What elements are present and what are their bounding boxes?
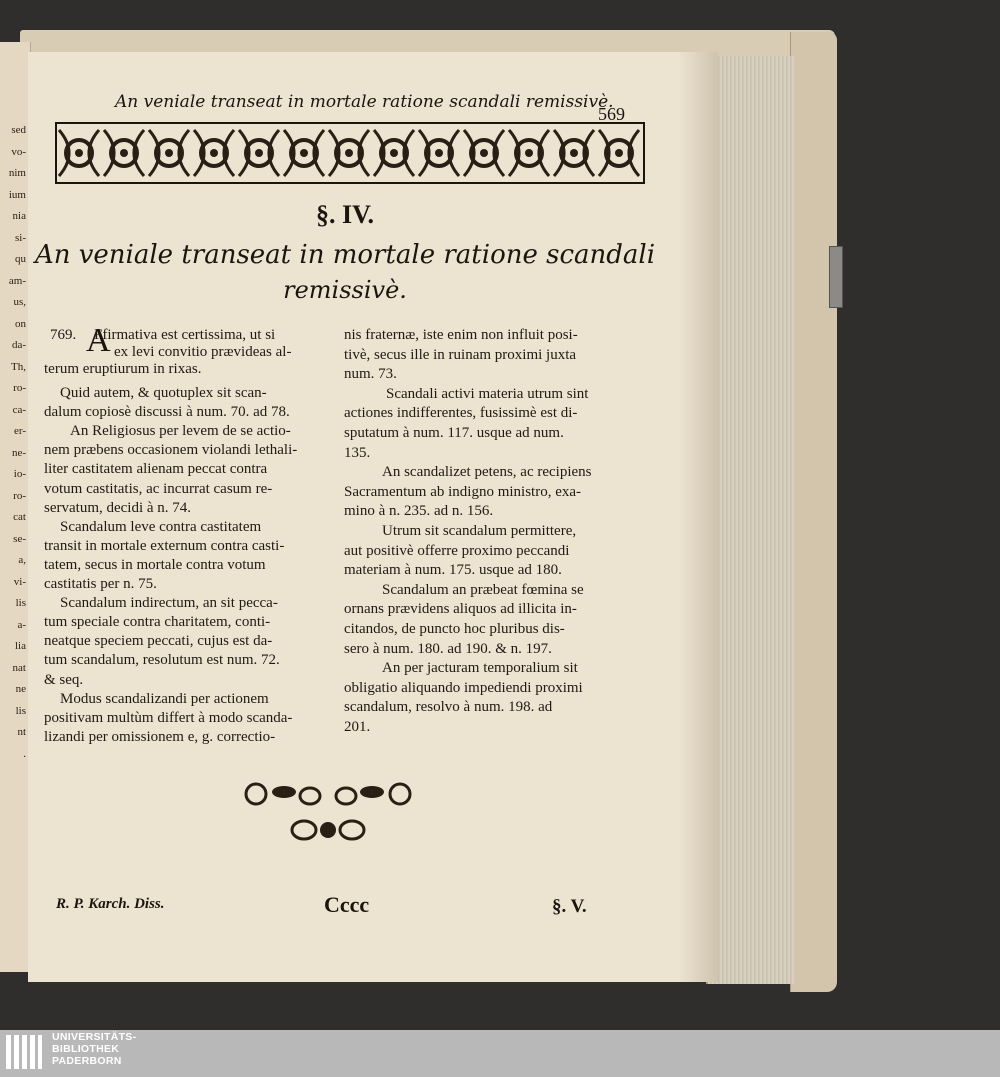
left-column-line: nem præbens occasionem violandi lethali-: [44, 442, 298, 459]
right-column-line: aut positivè offerre proximo peccandi: [344, 542, 570, 559]
previous-page-fragment: ne-: [11, 446, 26, 459]
left-column-line: servatum, decidi à n. 74.: [44, 499, 192, 516]
right-column-line: tivè, secus ille in ruinam proximi juxta: [344, 346, 577, 363]
left-column-line: ex levi convitio prævideas al-: [114, 344, 292, 360]
previous-page-fragment: nat: [12, 661, 26, 674]
right-column-line: Scandalum an præbeat fœmina se: [382, 581, 584, 598]
drop-cap: A: [86, 322, 111, 359]
left-column-line: tatem, secus in mortale contra votum: [44, 556, 266, 573]
previous-page-fragment: ca-: [12, 403, 26, 416]
left-column-line: liter castitatem alienam peccat contra: [44, 461, 268, 478]
previous-page-fragment: cat: [13, 511, 26, 523]
previous-page-fragment: da-: [11, 339, 26, 351]
left-column-line: tum speciale contra charitatem, conti-: [44, 614, 271, 631]
library-footer-bar: [0, 1030, 1000, 1077]
ornamental-headpiece: [55, 122, 645, 184]
right-column-line: num. 73.: [344, 366, 397, 383]
previous-page-strip: [0, 42, 31, 972]
previous-page-fragment: ium: [8, 188, 26, 201]
right-column-line: citandos, de puncto hoc pluribus dis-: [344, 621, 565, 637]
library-name-line1: UNIVERSITÄTS-: [52, 1031, 137, 1043]
previous-page-fragment: on: [15, 317, 26, 330]
left-column-line: dalum copiosè discussi à num. 70. ad 78.: [44, 404, 290, 421]
library-name-line2: BIBLIOTHEK: [52, 1043, 120, 1055]
previous-page-fragment: er-: [14, 425, 26, 437]
right-column-line: Scandali activi materia utrum sint: [386, 385, 589, 402]
footer-catchword: §. V.: [552, 896, 587, 917]
previous-page-fragment: ro-: [13, 489, 26, 502]
previous-page-fragment: Th,: [11, 360, 26, 373]
left-column-line: Scandalum indirectum, an sit pecca-: [60, 595, 278, 612]
left-column-line: Quid autem, & quotuplex sit scan-: [60, 385, 267, 401]
right-column-line: materiam à num. 175. usque ad 180.: [344, 562, 562, 579]
right-column-line: 201.: [344, 719, 371, 735]
library-name-line3: PADERBORN: [52, 1055, 122, 1067]
left-column-line: Ffirmativa est certissima, ut si: [94, 327, 276, 343]
left-column-line: votum castitatis, ac incurrat casum re-: [44, 480, 273, 497]
right-column-line: actiones indifferentes, fusissimè est di-: [344, 405, 578, 422]
left-column-line: positivam multùm differt à modo scanda-: [44, 709, 293, 726]
previous-page-fragment: lis: [15, 704, 26, 717]
page-number: 569: [598, 104, 625, 124]
previous-page-fragment: ne: [15, 683, 26, 695]
previous-page-fragment: ro-: [13, 382, 26, 394]
right-column-line: An scandalizet petens, ac recipiens: [382, 464, 592, 481]
page-stack-edge: [706, 56, 794, 984]
page-shade: [678, 52, 718, 982]
previous-page-fragment: io-: [13, 468, 26, 480]
previous-page-fragment: sed: [11, 124, 26, 136]
left-column-line: tum scandalum, resolutum est num. 72.: [44, 652, 280, 669]
book-clasp: [829, 246, 843, 308]
left-column-line: transit in mortale externum contra casti-: [44, 537, 285, 554]
left-column-line: castitatis per n. 75.: [44, 576, 157, 592]
previous-page-fragment: lis: [15, 597, 26, 609]
previous-page-fragment: se-: [13, 532, 26, 545]
right-column-line: 135.: [344, 444, 371, 461]
previous-page-fragment: nim: [8, 167, 26, 179]
previous-page-fragment: nt: [17, 726, 26, 738]
right-column-line: ornans prævidens aliquos ad illicita in-: [344, 601, 577, 618]
left-column-line: & seq.: [44, 671, 84, 688]
previous-page-fragment: us,: [13, 296, 26, 308]
library-logo-text: [52, 1031, 136, 1067]
previous-page-fragment: vo-: [11, 145, 26, 158]
section-title-continued: remissivè.: [283, 276, 407, 304]
previous-page-fragment: .: [23, 747, 26, 760]
right-column-line: Sacramentum ab indigno ministro, exa-: [344, 483, 582, 500]
left-column-line: lizandi per omissionem e, g. correctio-: [44, 728, 276, 745]
section-title: An veniale transeat in mortale ratione scandali: [34, 240, 656, 270]
previous-page-fragment: am-: [8, 274, 26, 287]
right-column-line: nis fraternæ, iste enim non influit posi-: [344, 327, 578, 343]
previous-page-fragment: vi-: [13, 575, 26, 588]
previous-page-fragment: si-: [15, 231, 26, 244]
right-column-line: mino à n. 235. ad n. 156.: [344, 503, 494, 520]
left-column-line: An Religiosus per levem de se actio-: [70, 423, 291, 440]
library-logo-icon: [4, 1033, 44, 1073]
book-cover-right: [790, 32, 837, 992]
right-column-line: obligatio aliquando impediendi proximi: [344, 679, 583, 696]
paragraph-number: 769.: [50, 327, 77, 343]
left-column-line: Modus scandalizandi per actionem: [60, 690, 269, 707]
vignette-ornament: [242, 776, 414, 848]
right-column-line: sputatum à num. 117. usque ad num.: [344, 425, 564, 441]
right-column-line: scandalum, resolvo à num. 198. ad: [344, 699, 553, 716]
previous-page-fragment: lia: [15, 640, 26, 652]
left-column-line: neatque speciem peccati, cujus est da-: [44, 633, 273, 650]
footer-signature-title: R. P. Karch. Diss.: [56, 896, 165, 912]
left-column-line: Scandalum leve contra castitatem: [60, 518, 262, 535]
running-head: An veniale transeat in mortale ratione scandali remissivè.: [115, 92, 614, 112]
right-column-line: sero à num. 180. ad 190. & n. 197.: [344, 640, 552, 657]
left-column-line: terum eruptiurum in rixas.: [44, 361, 202, 377]
previous-page-fragment: a,: [18, 554, 26, 566]
previous-page-fragment: qu: [15, 253, 26, 265]
right-column-line: Utrum sit scandalum permittere,: [382, 523, 577, 539]
footer-signature-mark: Cccc: [324, 892, 370, 917]
previous-page-fragment: a-: [17, 618, 26, 631]
right-column-line: An per jacturam temporalium sit: [382, 660, 578, 677]
previous-page-fragment: nia: [12, 210, 26, 222]
section-number: §. IV.: [315, 200, 375, 229]
